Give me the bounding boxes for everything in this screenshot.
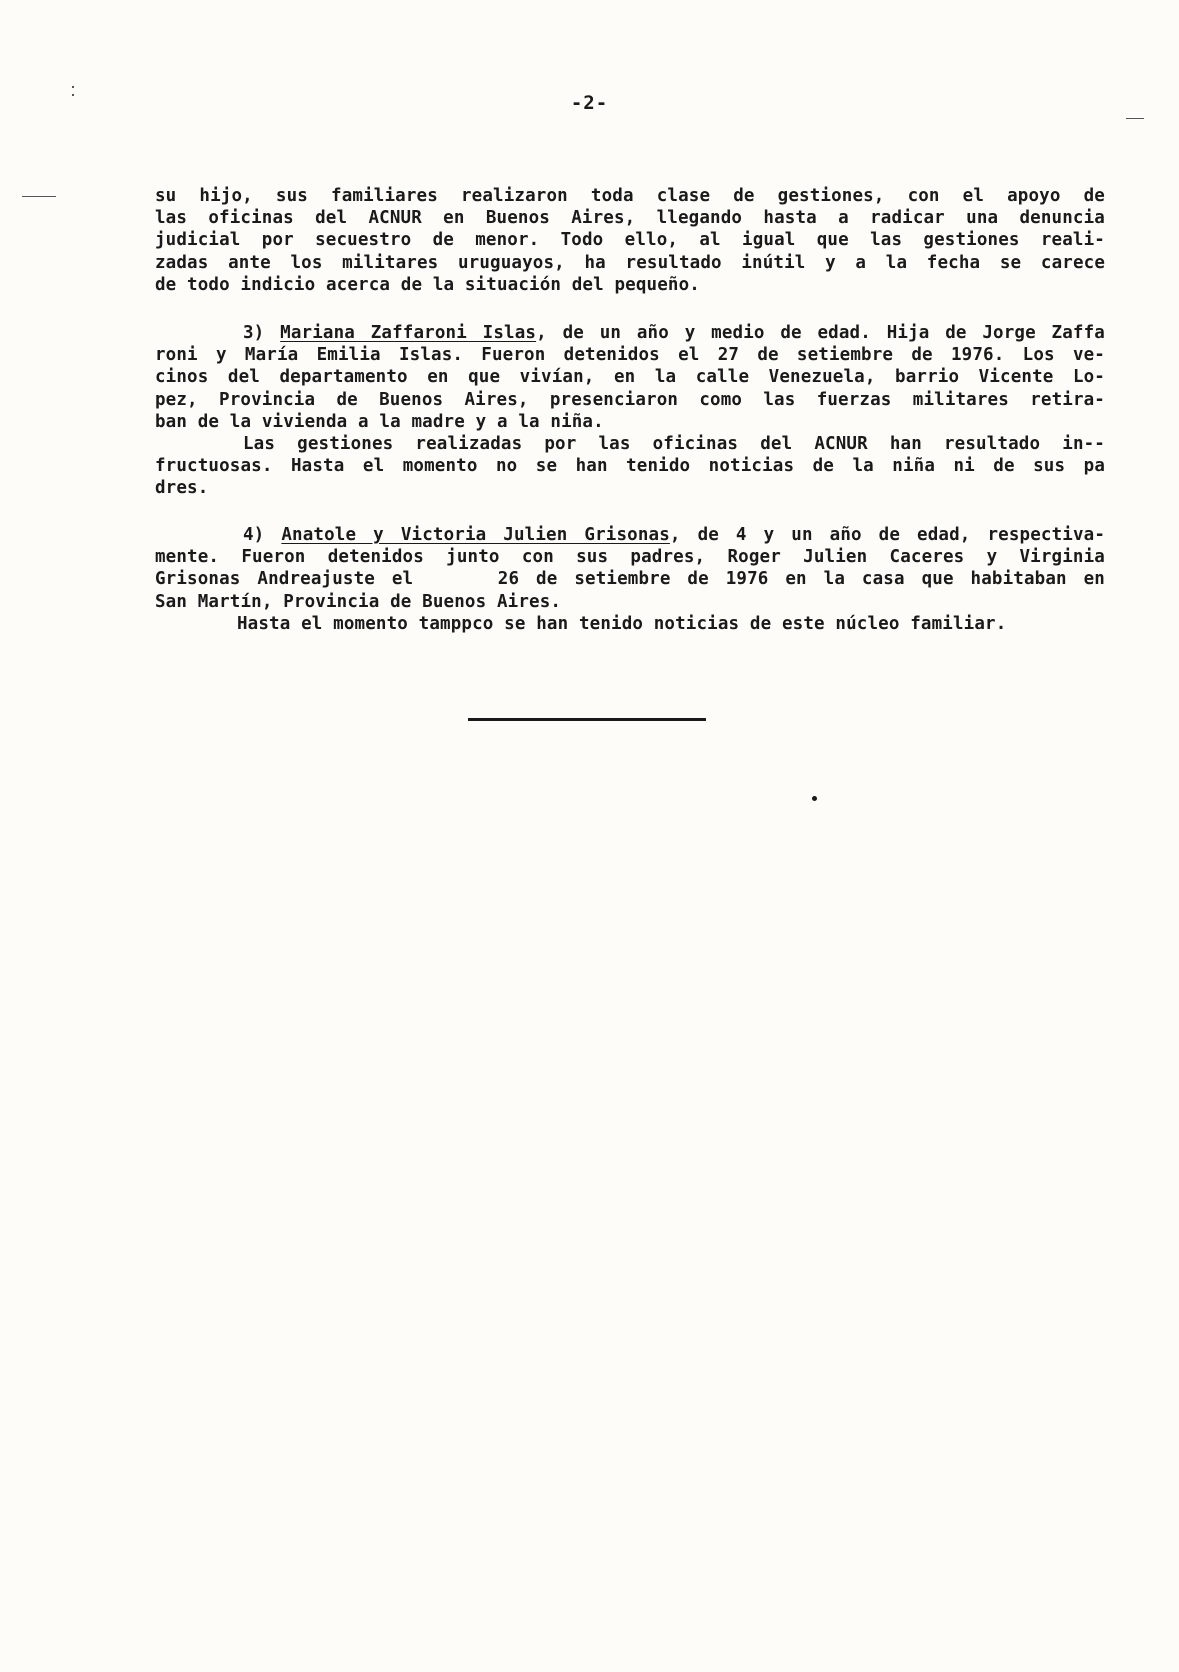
text-line: ban de la vivienda a la madre y a la niña.: [155, 411, 604, 432]
text-line: Las gestiones realizadas por las oficinas del ACNUR han resultado in--: [243, 434, 1105, 455]
item-3-line-rest: , de un año y medio de edad. Hija de Jorge Zaffa: [536, 323, 1105, 343]
section-divider: [468, 718, 706, 721]
text-line: su hijo, sus familiares realizaron toda clase de gestiones, con el apoyo de: [155, 186, 1105, 206]
text-line: San Martín, Provincia de Buenos Aires.: [155, 591, 562, 612]
item-4-line-rest: , de 4 y un año de edad, respectiva-: [669, 525, 1106, 545]
text-line: pez, Provincia de Buenos Aires, presenciaron como las fuerzas militares retira-: [155, 389, 1105, 410]
text-line: judicial por secuestro de menor. Todo ello, al igual que las gestiones reali-: [155, 230, 1105, 251]
item-4-section: [155, 524, 1105, 635]
paragraph-continuation: [155, 185, 1105, 296]
page-number: -2-: [570, 92, 609, 114]
text-line: mente. Fueron detenidos junto con sus padres, Roger Julien Caceres y Virginia: [155, 547, 1105, 568]
text-line: roni y María Emilia Islas. Fueron detenidos el 27 de setiembre de 1976. Los ve-: [155, 345, 1105, 366]
item-3-first-line: [155, 322, 1105, 344]
scan-mark: [1126, 118, 1144, 119]
text-line: de todo indicio acerca de la situación del pequeño.: [155, 274, 700, 295]
item-3-section: [155, 322, 1105, 500]
scan-mark: [22, 196, 56, 197]
item-3-name: Mariana Zaffaroni Islas: [280, 323, 537, 343]
item-4-number: 4): [243, 525, 265, 545]
text-line: Hasta el momento tamppco se han tenido noticias de este núcleo familiar.: [237, 613, 1007, 634]
scan-mark: [72, 86, 74, 88]
item-3-number: 3): [243, 323, 265, 343]
text-line: Grisonas Andreajuste el 26 de setiembre de 1976 en la casa que habitaban en: [155, 569, 1105, 590]
ink-dot: [812, 796, 817, 801]
text-line: cinos del departamento en que vivían, en la calle Venezuela, barrio Vicente Lo-: [155, 367, 1105, 388]
text-line: dres.: [155, 478, 209, 499]
text-line: las oficinas del ACNUR en Buenos Aires, llegando hasta a radicar una denuncia: [155, 208, 1105, 229]
text-line: zadas ante los militares uruguayos, ha resultado inútil y a la fecha se carece: [155, 252, 1105, 273]
text-line: fructuosas. Hasta el momento no se han tenido noticias de la niña ni de sus pa: [155, 456, 1105, 477]
item-4-name: Anatole y Victoria Julien Grisonas: [281, 525, 670, 545]
item-4-first-line: [155, 524, 1105, 546]
